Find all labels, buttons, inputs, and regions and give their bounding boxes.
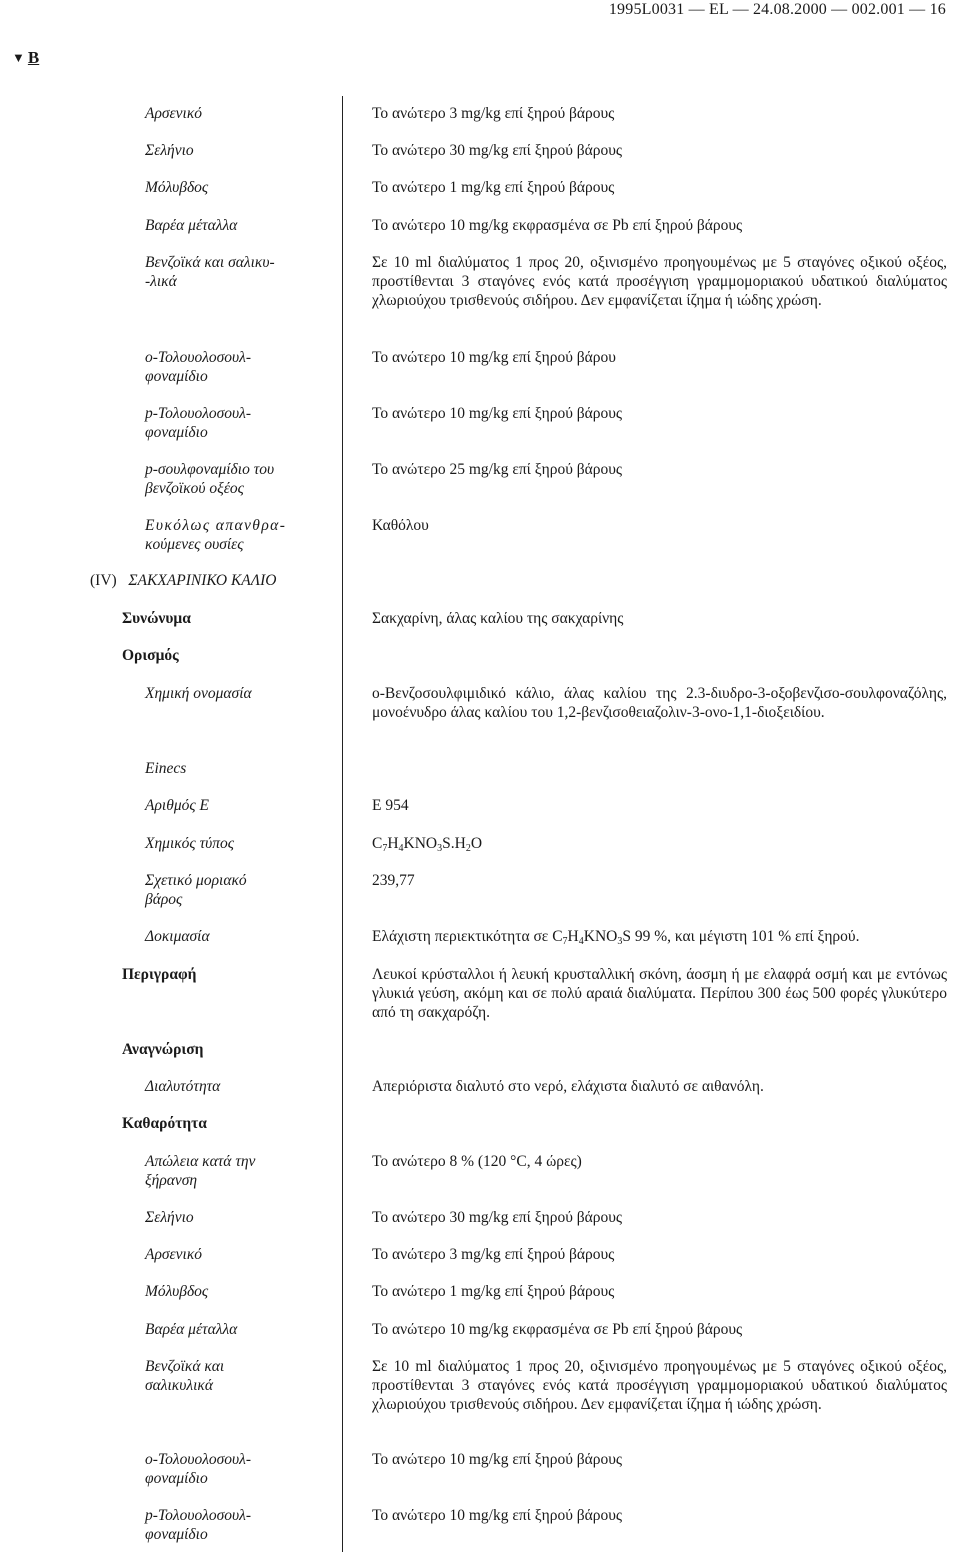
spec-label-line: βενζοϊκού οξέος xyxy=(145,480,244,497)
spec-label-line: φοναμίδιο xyxy=(145,1526,208,1543)
spec-value: o-Βενζοσουλφιμιδικό κάλιο, άλας καλίου της 2.3-διυδρο-3-οξοβενζισο-σουλφοναζόλης, μονοένυδρο άλας καλίου του 1,2-βενζισοθειαζολιν-3-ονο-1,1-διοξειδίου. xyxy=(372,685,947,721)
spec-label: Σελήνιο xyxy=(145,1209,194,1226)
spec-label xyxy=(145,1506,330,1544)
spec-label: Διαλυτότητα xyxy=(145,1078,221,1095)
spec-value: Το ανώτερο 8 % (120 °C, 4 ώρες) xyxy=(372,1153,582,1170)
spec-label-line: βάρος xyxy=(145,891,183,908)
spec-value: Ελάχιστη περιεκτικότητα σε $C_7H_4KNO_3S$ 99 %, και μέγιστη 101 % επί ξηρού. xyxy=(372,928,860,947)
group-label: Συνώνυμα xyxy=(122,610,191,627)
spec-value: Απεριόριστα διαλυτό στο νερό, ελάχιστα διαλυτό σε αιθανόλη. xyxy=(372,1078,764,1095)
spec-label-line: p-Τολουολοσουλ- xyxy=(145,405,252,422)
spec-value: Σε 10 ml διαλύματος 1 προς 20, οξινισμένο προηγουμένως με 5 σταγόνες οξικού οξέος, προστίθενται 3 σταγόνες ενός κατά προσέγγιση γραμμομοριακού υδατικού διαλύματος χλωριούχου τρισθενούς σιδήρου. Δεν εμφανίζεται ίζημα ή ιώδης χρώση. xyxy=(372,254,947,309)
spec-label-line: o-Τολουολοσουλ- xyxy=(145,1451,252,1468)
spec-value: 239,77 xyxy=(372,872,415,889)
spec-label xyxy=(145,348,330,386)
spec-label xyxy=(145,404,330,442)
section-title xyxy=(90,571,490,590)
spec-value: E 954 xyxy=(372,797,409,814)
spec-value: Το ανώτερο 30 mg/kg επί ξηρού βάρους xyxy=(372,1209,623,1226)
spec-label: Σελήνιο xyxy=(145,142,194,159)
chemical-formula: $C_7H_4KNO_3S.H_2O$ xyxy=(372,835,483,854)
spec-value: Καθόλου xyxy=(372,517,429,534)
group-label: Καθαρότητα xyxy=(122,1115,207,1132)
spec-label xyxy=(145,871,330,909)
spec-label-line: Βενζοϊκά και σαλικυ- xyxy=(145,254,275,271)
spec-label-line: p-Τολουολοσουλ- xyxy=(145,1507,252,1524)
spec-label-line: κούμενες ουσίες xyxy=(145,536,244,553)
spec-label-line: Σχετικό μοριακό xyxy=(145,872,247,889)
spec-label xyxy=(145,516,330,554)
amendment-marker xyxy=(12,48,39,67)
spec-value: Σε 10 ml διαλύματος 1 προς 20, οξινισμένο προηγουμένως με 5 σταγόνες οξικού οξέος, προστίθενται 3 σταγόνες ενός κατά προσέγγιση γραμμομοριακού υδατικού διαλύματος χλωριούχου τρισθενούς σιδήρου. Δεν εμφανίζεται ίζημα ή ιώδης χρώση. xyxy=(372,1358,947,1413)
spec-label: Δοκιμασία xyxy=(145,928,210,945)
spec-value: Το ανώτερο 1 mg/kg επί ξηρού βάρους xyxy=(372,1283,615,1300)
spec-label: Αρσενικό xyxy=(145,1246,203,1263)
spec-label: Αρσενικό xyxy=(145,105,203,122)
spec-label: Μόλυβδος xyxy=(145,179,209,196)
spec-value: Λευκοί κρύσταλλοι ή λευκή κρυσταλλική σκόνη, άοσμη ή με ελαφρά οσμή και με εντόνως γλυκιά γεύση, ακόμη και σε πολύ αραιά διαλύματα. Περίπου 300 έως 500 φορές γλυκύτερο από τη σακχαρόζη. xyxy=(372,966,947,1021)
spec-value: Το ανώτερο 10 mg/kg εκφρασμένα σε Pb επί ξηρού βάρους xyxy=(372,1321,743,1338)
spec-value: Το ανώτερο 3 mg/kg επί ξηρού βάρους xyxy=(372,105,615,122)
spec-label-line: -λικά xyxy=(145,273,177,290)
spec-value: Το ανώτερο 10 mg/kg επί ξηρού βάρους xyxy=(372,405,623,422)
document-reference: 1995L0031 — EL — 24.08.2000 — 002.001 — 16 xyxy=(608,1,946,18)
spec-label: Χημικός τύπος xyxy=(145,835,235,852)
spec-value: Το ανώτερο 10 mg/kg επί ξηρού βάρου xyxy=(372,349,616,366)
spec-value: Το ανώτερο 10 mg/kg επί ξηρού βάρους xyxy=(372,1507,623,1524)
spec-value: Το ανώτερο 25 mg/kg επί ξηρού βάρους xyxy=(372,461,623,478)
spec-label xyxy=(145,1450,330,1488)
spec-value: Σακχαρίνη, άλας καλίου της σακχαρίνης xyxy=(372,610,624,627)
spec-value: Το ανώτερο 10 mg/kg εκφρασμένα σε Pb επί ξηρού βάρους xyxy=(372,217,743,234)
spec-label xyxy=(145,253,330,291)
group-label: Ορισμός xyxy=(122,647,179,664)
section-name: ΣΑΚΧΑΡΙΝΙΚΟ ΚΑΛΙΟ xyxy=(128,572,277,589)
spec-label xyxy=(145,1357,330,1395)
group-label: Περιγραφή xyxy=(122,966,197,983)
triangle-marker-icon: ▼ xyxy=(12,50,25,65)
spec-label-line: Βενζοϊκά και xyxy=(145,1358,225,1375)
group-label: Αναγνώριση xyxy=(122,1041,204,1058)
section-number: (IV) xyxy=(90,572,117,589)
spec-label-line: Απώλεια κατά την xyxy=(145,1153,256,1170)
spec-label: Χημική ονομασία xyxy=(145,685,252,702)
spec-label: Einecs xyxy=(145,760,187,777)
spec-value: Το ανώτερο 3 mg/kg επί ξηρού βάρους xyxy=(372,1246,615,1263)
spec-label-line: p-σουλφοναμίδιο του xyxy=(145,461,275,478)
spec-label: Μόλυβδος xyxy=(145,1283,209,1300)
spec-value: Το ανώτερο 30 mg/kg επί ξηρού βάρους xyxy=(372,142,623,159)
spec-label-line: φοναμίδιο xyxy=(145,424,208,441)
spec-label xyxy=(145,1152,330,1190)
spec-label: Αριθμός E xyxy=(145,797,209,814)
spec-label-line: Ευκόλως απανθρα- xyxy=(145,517,287,534)
spec-label-line: ξήρανση xyxy=(145,1172,198,1189)
spec-label: Βαρέα μέταλλα xyxy=(145,217,238,234)
spec-label xyxy=(145,460,330,498)
spec-label-line: o-Τολουολοσουλ- xyxy=(145,349,252,366)
spec-label-line: φοναμίδιο xyxy=(145,1470,208,1487)
amendment-letter: B xyxy=(27,48,40,67)
spec-label: Βαρέα μέταλλα xyxy=(145,1321,238,1338)
column-divider xyxy=(342,96,343,1552)
spec-label-line: φοναμίδιο xyxy=(145,368,208,385)
spec-label-line: σαλικυλικά xyxy=(145,1377,213,1394)
spec-value: Το ανώτερο 10 mg/kg επί ξηρού βάρους xyxy=(372,1451,623,1468)
spec-value: Το ανώτερο 1 mg/kg επί ξηρού βάρους xyxy=(372,179,615,196)
